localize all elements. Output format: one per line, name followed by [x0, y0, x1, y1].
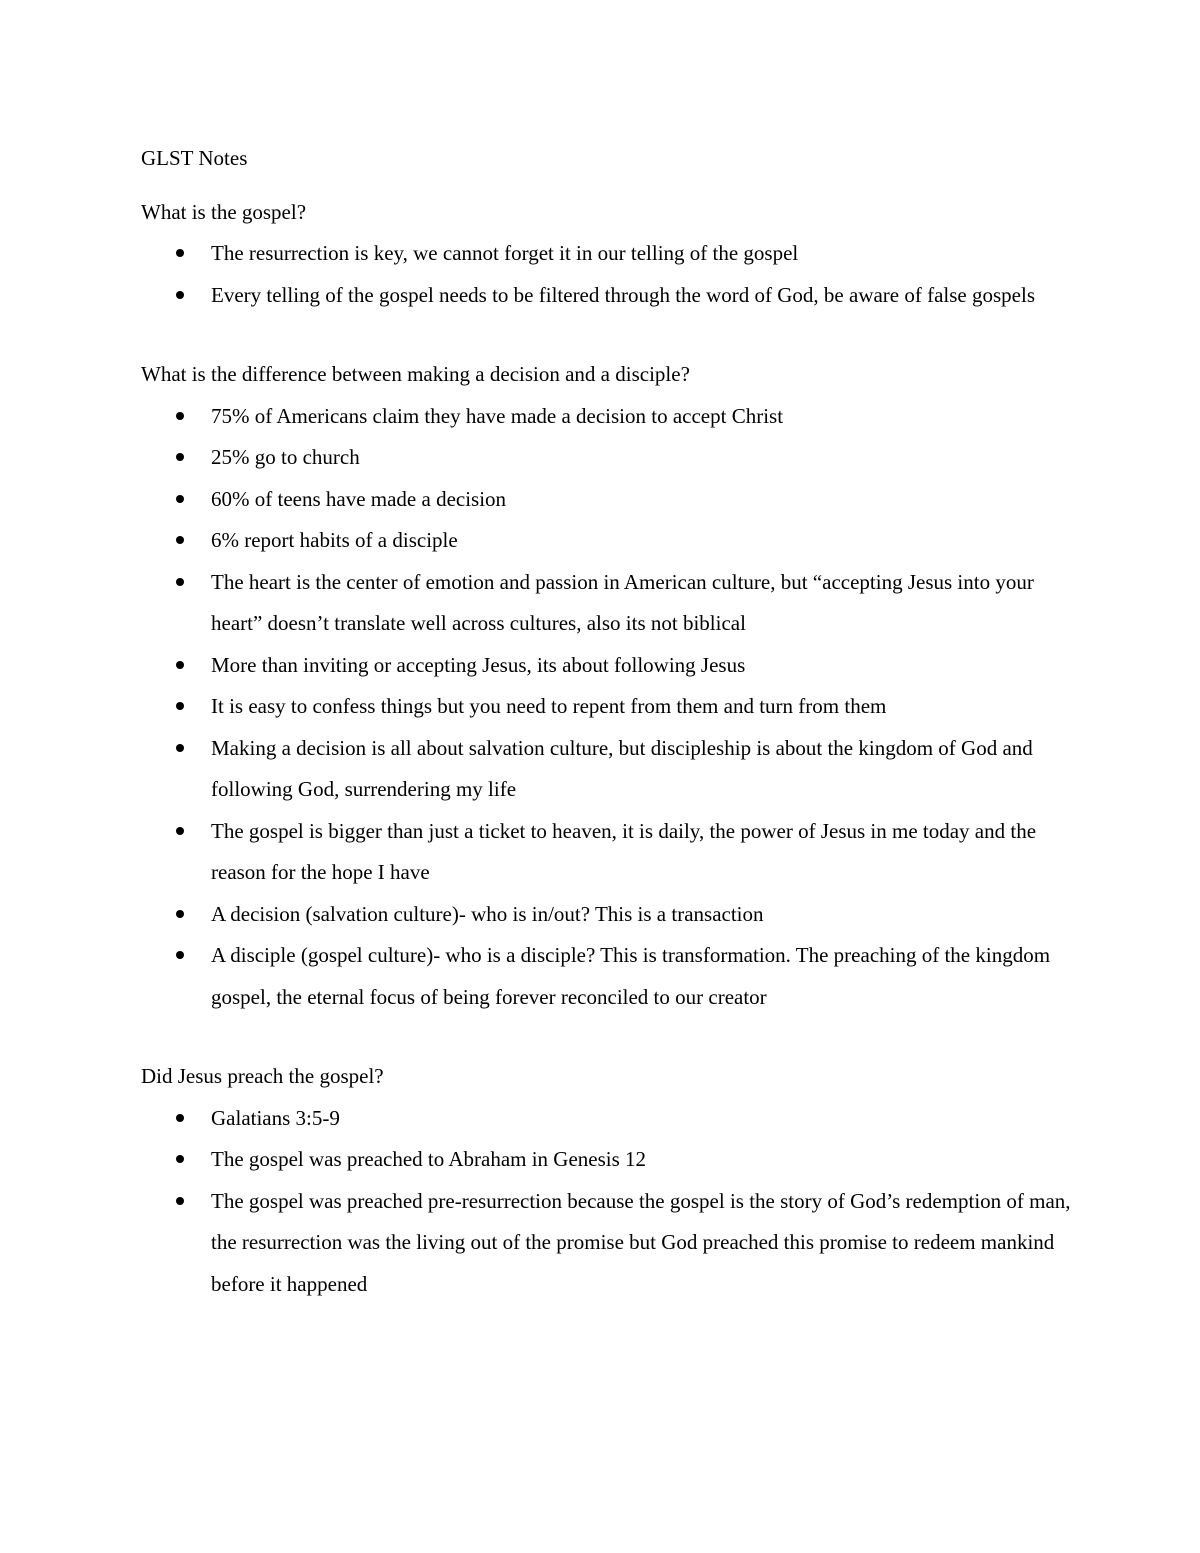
list-item-text: A decision (salvation culture)- who is in/out? This is a transaction — [211, 901, 764, 926]
list-item-text: It is easy to confess things but you need to repent from them and turn from them — [211, 694, 887, 718]
list-item-text: Every telling of the gospel needs to be filtered through the word of God, be aware of false gospels — [211, 282, 1036, 307]
bullet-list — [141, 396, 1071, 1019]
bullet-icon — [176, 291, 184, 299]
document-title: GLST Notes — [141, 146, 248, 170]
list-item — [141, 437, 1071, 479]
document-body — [141, 138, 1071, 1305]
bullet-list — [141, 233, 1071, 316]
bullet-icon — [176, 249, 184, 257]
bullet-icon — [176, 536, 184, 544]
list-item-text: The heart is the center of emotion and passion in American culture, but “accepting Jesus into your heart” doesn’t translate well across cultures, also its not biblical — [211, 569, 1034, 635]
bullet-icon — [176, 578, 184, 586]
section-heading: What is the gospel? — [141, 199, 307, 224]
list-item-text: The gospel was preached pre-resurrection because the gospel is the story of God’s redemption of man, the resurrection was the living out of the promise but God preached this promise to redeem mankind before it happened — [211, 1188, 1071, 1296]
bullet-icon — [176, 827, 184, 835]
section-did-jesus-preach — [141, 1056, 1071, 1305]
bullet-icon — [176, 744, 184, 752]
section-decision-vs-disciple — [141, 354, 1071, 1018]
list-item — [141, 811, 1071, 894]
list-item-text: Galatians 3:5-9 — [211, 1105, 340, 1130]
bullet-icon — [176, 1114, 184, 1122]
bullet-icon — [176, 1155, 184, 1163]
list-item-text: A disciple (gospel culture)- who is a disciple? This is transformation. The preaching of the kingdom gospel, the eternal focus of being forever reconciled to our creator — [211, 943, 1051, 1009]
list-item-text: 25% go to church — [211, 445, 360, 469]
list-item-text: Making a decision is all about salvation culture, but discipleship is about the kingdom of God and following God, surrendering my life — [211, 735, 1033, 801]
list-item — [141, 233, 1071, 275]
list-item — [141, 479, 1071, 521]
list-item — [141, 1139, 1071, 1181]
list-item — [141, 275, 1071, 317]
bullet-icon — [176, 453, 184, 461]
list-item-text: The gospel is bigger than just a ticket to heaven, it is daily, the power of Jesus in me today and the reason for the hope I have — [211, 818, 1037, 884]
list-item — [141, 686, 1071, 728]
list-item — [141, 1098, 1071, 1140]
bullet-icon — [176, 1197, 184, 1205]
section-what-is-gospel — [141, 192, 1071, 317]
bullet-icon — [176, 910, 184, 918]
section-spacer — [141, 316, 1071, 354]
list-item — [141, 935, 1071, 1018]
section-heading: What is the difference between making a decision and a disciple? — [141, 362, 690, 386]
section-heading: Did Jesus preach the gospel? — [141, 1064, 384, 1088]
list-item-text: 6% report habits of a disciple — [211, 528, 458, 552]
bullet-icon — [176, 702, 184, 710]
list-item — [141, 1181, 1071, 1306]
list-item — [141, 645, 1071, 687]
list-item — [141, 396, 1071, 438]
list-item-text: 60% of teens have made a decision — [211, 486, 507, 511]
list-item — [141, 728, 1071, 811]
bullet-icon — [176, 495, 184, 503]
bullet-icon — [176, 951, 184, 959]
list-item — [141, 894, 1071, 936]
bullet-list — [141, 1098, 1071, 1306]
section-spacer — [141, 1018, 1071, 1056]
list-item-text: More than inviting or accepting Jesus, its about following Jesus — [211, 652, 746, 677]
list-item — [141, 562, 1071, 645]
list-item-text: The resurrection is key, we cannot forget it in our telling of the gospel — [211, 241, 799, 265]
bullet-icon — [176, 661, 184, 669]
bullet-icon — [176, 412, 184, 420]
list-item-text: The gospel was preached to Abraham in Genesis 12 — [211, 1147, 647, 1171]
list-item — [141, 520, 1071, 562]
list-item-text: 75% of Americans claim they have made a decision to accept Christ — [211, 403, 784, 428]
